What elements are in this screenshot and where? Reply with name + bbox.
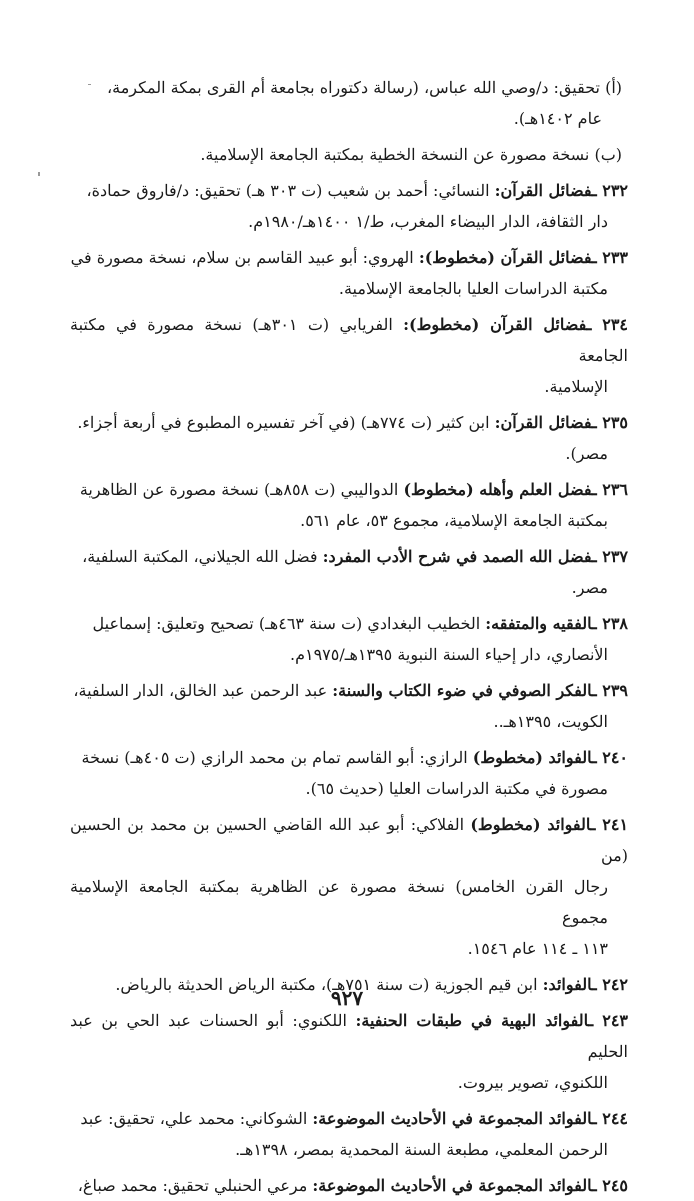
sub-entry (70, 139, 628, 170)
entry-text: ١١٣ ـ ١١٤ عام ١٥٤٦. (467, 939, 608, 958)
entry-title: الفقيه والمتفقه: (485, 614, 592, 633)
bibliography-entry (70, 175, 628, 237)
entry-text: عبد الرحمن عبد الخالق، الدار السلفية، (73, 681, 328, 700)
entry-number: ٢٤٠ ـ (591, 748, 628, 767)
entry-text: مرعي الحنبلي تحقيق: محمد صباغ، (77, 1176, 308, 1195)
entry-text: الأنصاري، دار إحياء السنة النبوية ١٣٩٥هـ/١٩٧٥م. (289, 645, 608, 664)
entry-title: فضائل القرآن (مخطوط): (403, 315, 587, 334)
entry-first-line (70, 1170, 628, 1201)
entry-first-line (70, 809, 628, 871)
scan-speck (38, 172, 40, 176)
entry-title: الفوائد (مخطوط) (470, 815, 591, 834)
entry-title: الفوائد (مخطوط) (472, 748, 592, 767)
scan-speck (88, 84, 91, 85)
entry-number: ٢٤٤ ـ (591, 1109, 628, 1128)
entry-first-line (70, 1005, 628, 1067)
entry-first-line (70, 407, 628, 438)
entry-text: الرازي: أبو القاسم تمام بن محمد الرازي (ت ٤٠٥هـ) نسخة (81, 748, 468, 767)
entry-first-line (70, 139, 622, 170)
entry-text: (أ) تحقيق: د/وصي الله عباس، (رسالة دكتوراه بجامعة أم القرى بمكة المكرمة، (106, 78, 622, 97)
entry-first-line (70, 474, 628, 505)
entry-continuation-line (70, 273, 628, 304)
entry-text: النسائي: أحمد بن شعيب (ت ٣٠٣ هـ) تحقيق: د/فاروق حمادة، (86, 181, 490, 200)
entry-text: ابن كثير (ت ٧٧٤هـ) (في آخر تفسيره المطبوع في أربعة أجزاء. (77, 413, 490, 432)
bibliography-entry (70, 1170, 628, 1201)
entry-title: فضائل القرآن: (494, 413, 592, 432)
entry-text: الخطيب البغدادي (ت سنة ٤٦٣هـ) تصحيح وتعليق: إسماعيل (92, 614, 481, 633)
entry-number: ٢٣٧ ـ (591, 547, 628, 566)
entry-text: الهروي: أبو عبيد القاسم بن سلام، نسخة مصورة في (70, 248, 414, 267)
entry-number: ٢٤٣ ـ (588, 1011, 629, 1030)
entry-title: فضل العلم وأهله (مخطوط) (403, 480, 592, 499)
entry-text: مصر. (571, 578, 608, 597)
entry-text: اللكنوي، تصوير بيروت. (457, 1073, 608, 1092)
entry-number: ٢٣٣ ـ (591, 248, 628, 267)
bibliography-entry (70, 809, 628, 964)
entry-first-line (70, 309, 628, 371)
entry-number: ٢٣٦ ـ (591, 480, 628, 499)
bibliography-entry (70, 474, 628, 536)
bibliography-entry (70, 1005, 628, 1098)
entry-text: (ب) نسخة مصورة عن النسخة الخطية بمكتبة الجامعة الإسلامية. (200, 145, 622, 164)
entry-text: الشوكاني: محمد علي، تحقيق: عبد (80, 1109, 308, 1128)
bibliography-entry (70, 675, 628, 737)
entry-text: الإسلامية. (544, 377, 608, 396)
entry-text: بمكتبة الجامعة الإسلامية، مجموع ٥٣، عام ٥٦١. (300, 511, 608, 530)
entry-title: الفوائد المجموعة في الأحاديث الموضوعة: (312, 1109, 592, 1128)
entry-continuation-line (70, 933, 628, 964)
entry-text: رجال القرن الخامس) نسخة مصورة عن الظاهرية بمكتبة الجامعة الإسلامية مجموع (70, 877, 608, 927)
entry-number: ٢٣٢ ـ (591, 181, 628, 200)
entry-first-line (70, 742, 628, 773)
page-number: ٩٢٧ (330, 986, 364, 1010)
entry-first-line (70, 541, 628, 572)
entry-continuation-line (70, 206, 628, 237)
entry-title: فضائل القرآن (مخطوط): (418, 248, 592, 267)
entry-text: ابن قيم الجوزية (ت سنة ٧٥١هـ)، مكتبة الرياض الحديثة بالرياض. (115, 975, 538, 994)
entry-continuation-line (70, 871, 628, 933)
entry-text: مصورة في مكتبة الدراسات العليا (حديث ٦٥). (305, 779, 608, 798)
entry-first-line (70, 1103, 628, 1134)
entry-number: ٢٤٥ ـ (591, 1176, 628, 1195)
entry-text: فضل الله الجيلاني، المكتبة السلفية، (82, 547, 318, 566)
entry-title: الفوائد المجموعة في الأحاديث الموضوعة: (312, 1176, 592, 1195)
entry-continuation-line (70, 438, 628, 469)
entry-number: ٢٣٥ ـ (591, 413, 628, 432)
bibliography-list (70, 72, 628, 1201)
entry-continuation-line (70, 773, 628, 804)
entry-text: اللكنوي: أبو الحسنات عبد الحي بن عبد الحليم (70, 1011, 628, 1061)
entry-continuation-line (70, 639, 628, 670)
entry-continuation-line (70, 1134, 628, 1165)
entry-continuation-line (70, 371, 628, 402)
entry-title: فضل الله الصمد في شرح الأدب المفرد: (322, 547, 592, 566)
entry-text: الفريابي (ت ٣٠١هـ) نسخة مصورة في مكتبة الجامعة (70, 315, 628, 365)
bibliography-entry (70, 541, 628, 603)
bibliography-entry (70, 742, 628, 804)
sub-entry (70, 72, 628, 134)
entry-text: عام ١٤٠٢هـ). (513, 109, 602, 128)
bibliography-entry (70, 309, 628, 402)
entry-continuation-line (70, 505, 628, 536)
entry-continuation-line (70, 103, 622, 134)
bibliography-entry (70, 608, 628, 670)
entry-first-line (70, 675, 628, 706)
bibliography-entry (70, 242, 628, 304)
bibliography-entry (70, 1103, 628, 1165)
entry-title: الفوائد البهية في طبقات الحنفية: (355, 1011, 589, 1030)
entry-continuation-line (70, 1067, 628, 1098)
entry-number: ٢٣٤ ـ (586, 315, 629, 334)
entry-first-line (70, 242, 628, 273)
entry-title: الفكر الصوفي في ضوء الكتاب والسنة: (332, 681, 592, 700)
entry-first-line (70, 175, 628, 206)
entry-first-line (70, 72, 622, 103)
entry-text: مكتبة الدراسات العليا بالجامعة الإسلامية. (338, 279, 608, 298)
entry-text: الدواليبي (ت ٨٥٨هـ) نسخة مصورة عن الظاهرية (79, 480, 399, 499)
entry-number: ٢٣٨ ـ (591, 614, 628, 633)
entry-title: فضائل القرآن: (494, 181, 592, 200)
bibliography-entry (70, 407, 628, 469)
entry-text: الرحمن المعلمي، مطبعة السنة المحمدية بمصر، ١٣٩٨هـ. (235, 1140, 608, 1159)
entry-text: مصر). (565, 444, 608, 463)
entry-title: الفوائد: (542, 975, 592, 994)
entry-continuation-line (70, 572, 628, 603)
entry-continuation-line (70, 706, 628, 737)
entry-first-line (70, 608, 628, 639)
entry-text: دار الثقافة، الدار البيضاء المغرب، ط/١ ١٤٠٠هـ/١٩٨٠م. (248, 212, 608, 231)
entry-text: الكويت، ١٣٩٥هـ.. (493, 712, 608, 731)
entry-number: ٢٣٩ ـ (591, 681, 628, 700)
entry-text: الفلاكي: أبو عبد الله القاضي الحسين بن محمد بن الحسين (من (70, 815, 628, 865)
entry-number: ٢٤٢ ـ (591, 975, 628, 994)
entry-number: ٢٤١ ـ (590, 815, 629, 834)
